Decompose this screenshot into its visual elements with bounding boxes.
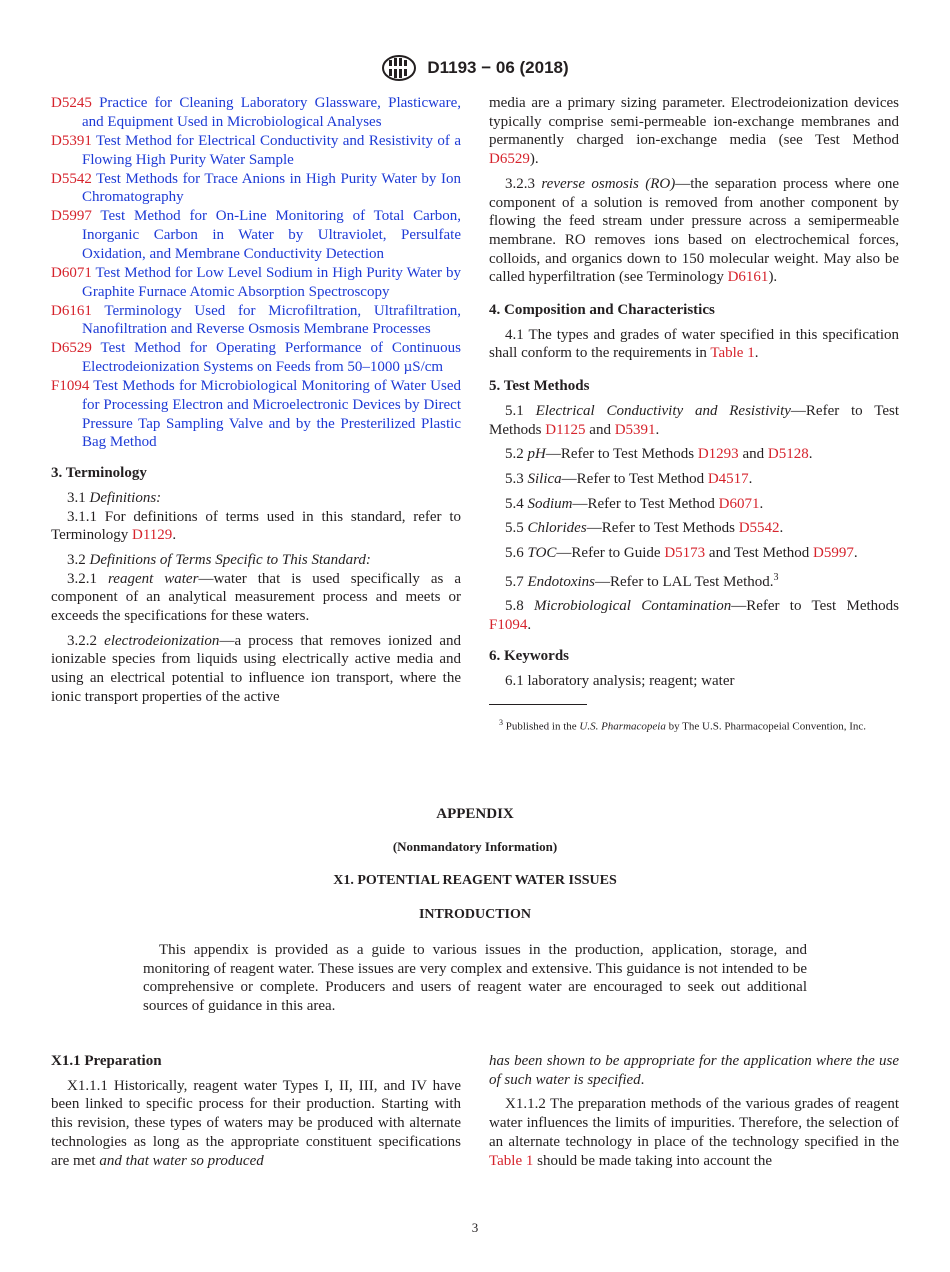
section-3-2-3: 3.2.3 reverse osmosis (RO)—the separation process where one component of a solution is removed from another component by flowing the feed stream under pressure across a semipermeable membrane. RO removes ions based on electrochemical forces, colloids, and organics down to 150 molecular weight. May also be called hyperfiltration (see Terminology D6161). — [489, 175, 899, 286]
introduction-text: This appendix is provided as a guide to various issues in the production, application, storage, and monitoring of reagent water. These issues are very complex and extensive. This guidance is not intended to be comprehensive or complete. Producers and users of reagent water are encouraged to seek out additional sources of guidance in this area. — [143, 942, 807, 1015]
section-5-2: 5.2 pH—Refer to Test Methods D1293 and D5128. — [505, 446, 813, 463]
keywords-heading: 6. Keywords — [489, 647, 569, 664]
link-d6071[interactable]: D6071 — [718, 495, 760, 512]
section-5-5: 5.5 Chlorides—Refer to Test Methods D5542. — [505, 520, 784, 537]
reference-item[interactable]: D5542 Test Methods for Trace Anions in High Purity Water by Ion Chromatography — [51, 170, 461, 206]
reference-item[interactable]: F1094 Test Methods for Microbiological Monitoring of Water Used for Processing Electron and Microelectronic Devices by Direct Pressure Tap Sampling Valve and by the Presterilized Plastic Bag Method — [51, 378, 461, 451]
appendix-section-title: X1. POTENTIAL REAGENT WATER ISSUES — [333, 873, 617, 888]
section-4-1: 4.1 The types and grades of water specified in this specification shall conform to the requirements in Table 1. — [489, 326, 899, 362]
section-3-2: 3.2 Definitions of Terms Specific to This Standard: — [67, 551, 371, 568]
preparation-right-column — [489, 1052, 899, 1176]
right-column — [489, 94, 899, 745]
footnote-divider — [489, 704, 587, 705]
section-6-1: 6.1 laboratory analysis; reagent; water — [505, 672, 735, 689]
test-methods-heading: 5. Test Methods — [489, 378, 590, 395]
section-3-2-1: 3.2.1 reagent water—water that is used specifically as a component of an analytical measurement process and meets or exceeds the specifications for these waters. — [51, 570, 462, 625]
link-d6529[interactable]: D6529 — [489, 151, 530, 168]
link-f1094[interactable]: F1094 — [489, 617, 528, 634]
link-d1293[interactable]: D1293 — [697, 446, 739, 463]
section-3-2-2: 3.2.2 electrodeionization—a process that removes ionized and ionizable species from liquids using electrically active media and using an electrical potential to influence ion transport, where the ionic transport properties of the active — [51, 632, 462, 705]
section-x1-1-1: X1.1.1 Historically, reagent water Types I, II, III, and IV have been linked to specific process for their production. Starting with this revision, these types of waters may be produced with alternate technologies as long as the appropriate constituent specifications are met and that water so produced — [51, 1077, 461, 1169]
document-id: D1193 − 06 (2018) — [427, 58, 569, 77]
link-d5997[interactable]: D5997 — [812, 545, 854, 562]
page-header — [0, 54, 950, 84]
link-d4517[interactable]: D4517 — [707, 470, 749, 487]
preparation-heading: X1.1 Preparation — [51, 1053, 162, 1069]
reference-item[interactable]: D5245 Practice for Cleaning Laboratory Glassware, Plasticware, and Equipment Used in Microbiological Analyses — [51, 95, 461, 130]
introduction-heading: INTRODUCTION — [418, 907, 531, 922]
astm-logo-icon — [381, 54, 417, 82]
link-d6161[interactable]: D6161 — [727, 269, 769, 286]
appendix-title: APPENDIX — [436, 806, 514, 822]
page-number: 3 — [471, 1220, 479, 1235]
left-column — [51, 94, 461, 707]
footnote-3: $^3$ Published in the U.S. Pharmacopeia by The U.S. Pharmacopeial Convention, Inc. — [499, 718, 867, 733]
section-3-1-1: 3.1.1 For definitions of terms used in this standard, refer to Terminology D1129. — [51, 508, 461, 544]
reference-item[interactable]: D5391 Test Method for Electrical Conductivity and Resistivity of a Flowing High Purity Water Sample — [51, 132, 461, 168]
link-d1125[interactable]: D1125 — [545, 421, 586, 438]
reference-item[interactable]: D6071 Test Method for Low Level Sodium in High Purity Water by Graphite Furnace Atomic Absorption Spectroscopy — [51, 264, 461, 300]
section-x1-1-1-cont: has been shown to be appropriate for the application where the use of such water is specified. — [489, 1053, 899, 1088]
preparation-left-column — [51, 1052, 461, 1176]
section-5-8: 5.8 Microbiological Contamination—Refer to Test Methods F1094. — [489, 598, 899, 634]
section-5-7: 5.7 Endotoxins—Refer to LAL Test Method.$^3$ — [505, 571, 779, 590]
reference-item[interactable]: D5997 Test Method for On-Line Monitoring of Total Carbon, Inorganic Carbon in Water by Ultraviolet, Persulfate Oxidation, and Membrane Conductivity Detection — [51, 208, 461, 262]
link-d5173[interactable]: D5173 — [664, 545, 706, 562]
section-5-4: 5.4 Sodium—Refer to Test Method D6071. — [505, 495, 764, 512]
link-d5391[interactable]: D5391 — [614, 421, 656, 438]
section-3-1: 3.1 Definitions: — [67, 489, 162, 506]
link-d5128[interactable]: D5128 — [767, 446, 809, 463]
terminology-heading: 3. Terminology — [51, 465, 147, 482]
link-table-1[interactable]: Table 1 — [710, 345, 755, 362]
section-5-3: 5.3 Silica—Refer to Test Method D4517. — [505, 470, 753, 487]
section-3-2-2-cont: media are a primary sizing parameter. Electrodeionization devices typically comprise semi-permeable ion-exchange membranes and permanently charged ion-exchange media (see Test Method D6529). — [489, 95, 899, 168]
appendix-subtitle: (Nonmandatory Information) — [392, 839, 558, 854]
section-5-6: 5.6 TOC—Refer to Guide D5173 and Test Method D5997. — [505, 545, 858, 562]
link-table-1-appendix[interactable]: Table 1 — [489, 1152, 534, 1169]
section-5-1: 5.1 Electrical Conductivity and Resistivity—Refer to Test Methods D1125 and D5391. — [489, 402, 899, 438]
link-d5542[interactable]: D5542 — [738, 520, 780, 537]
appendix-block — [143, 806, 807, 1016]
composition-heading: 4. Composition and Characteristics — [489, 302, 715, 319]
link-d1129[interactable]: D1129 — [132, 527, 173, 544]
reference-item[interactable]: D6161 Terminology Used for Microfiltration, Ultrafiltration, Nanofiltration and Reverse Osmosis Membrane Processes — [51, 302, 461, 338]
reference-item[interactable]: D6529 Test Method for Operating Performance of Continuous Electrodeionization Systems on Feeds from 50–1000 µS/cm — [51, 340, 461, 376]
section-x1-1-2: X1.1.2 The preparation methods of the various grades of reagent water influences the limits of impurities. Therefore, the selection of an alternate technology in place of the technology specified in the Table 1 should be made taking into account the — [489, 1096, 899, 1169]
